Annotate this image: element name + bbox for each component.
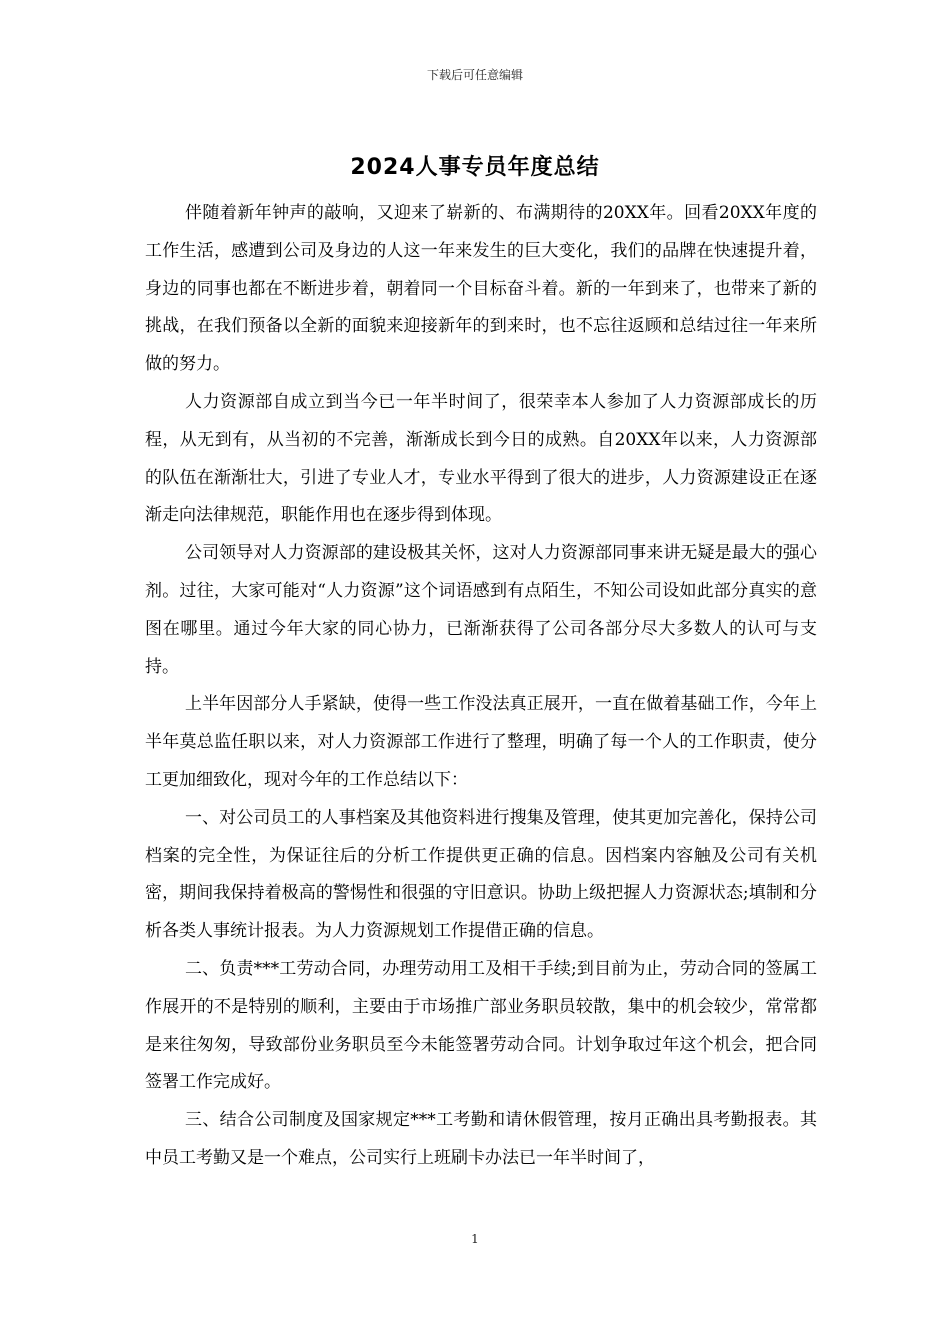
document-body xyxy=(145,195,817,1178)
page-header: 下载后可任意编辑 xyxy=(426,68,523,82)
paragraph: 人力资源部自成立到当今已一年半时间了，很荣幸本人参加了人力资源部成长的历程，从无到有，从当初的不完善，渐渐成长到今日的成熟。自20XX年以来，人力资源部的队伍在渐渐壮大，引进了专业人才，专业水平得到了很大的进步，人力资源建设正在逐渐走向法律规范，职能作用也在逐步得到体现。 xyxy=(145,391,817,526)
paragraph: 上半年因部分人手紧缺，使得一些工作没法真正展开，一直在做着基础工作，今年上半年莫总监任职以来，对人力资源部工作进行了整理，明确了每一个人的工作职责，使分工更加细致化，现对今年的工作总结以下： xyxy=(145,694,817,790)
paragraph: 伴随着新年钟声的敲响，又迎来了崭新的、布满期待的20XX年。回看20XX年度的工作生活，感遭到公司及身边的人这一年来发生的巨大变化，我们的品牌在快速提升着，身边的同事也都在不断进步着，朝着同一个目标奋斗着。新的一年到来了，也带来了新的挑战，在我们预备以全新的面貌来迎接新年的到来时，也不忘往返顾和总结过往一年来所做的努力。 xyxy=(145,203,817,375)
paragraph: 三、结合公司制度及国家规定***工考勤和请休假管理，按月正确出具考勤报表。其中员工考勤又是一个难点，公司实行上班刷卡办法已一年半时间了， xyxy=(145,1110,817,1168)
paragraph: 公司领导对人力资源部的建设极其关怀，这对人力资源部同事来讲无疑是最大的强心剂。过往，大家可能对“人力资源”这个词语感到有点陌生，不知公司设如此部分真实的意图在哪里。通过今年大家的同心协力，已渐渐获得了公司各部分尽大多数人的认可与支持。 xyxy=(145,543,817,677)
document-title: 2024人事专员年度总结 xyxy=(350,155,600,180)
paragraph: 二、负责***工劳动合同，办理劳动用工及相干手续;到目前为止，劳动合同的签属工作展开的不是特别的顺利，主要由于市场推广部业务职员较散，集中的机会较少，常常都是来往匆匆，导致部份业务职员至今未能签署劳动合同。计划争取过年这个机会，把合同签署工作完成好。 xyxy=(145,958,817,1093)
paragraph: 一、对公司员工的人事档案及其他资料进行搜集及管理，使其更加完善化，保持公司档案的完全性，为保证往后的分析工作提供更正确的信息。因档案内容触及公司有关机密，期间我保持着极高的警惕性和很强的守旧意识。协助上级把握人力资源状态;填制和分析各类人事统计报表。为人力资源规划工作提借正确的信息。 xyxy=(145,807,817,942)
page-number: 1 xyxy=(471,1232,479,1246)
